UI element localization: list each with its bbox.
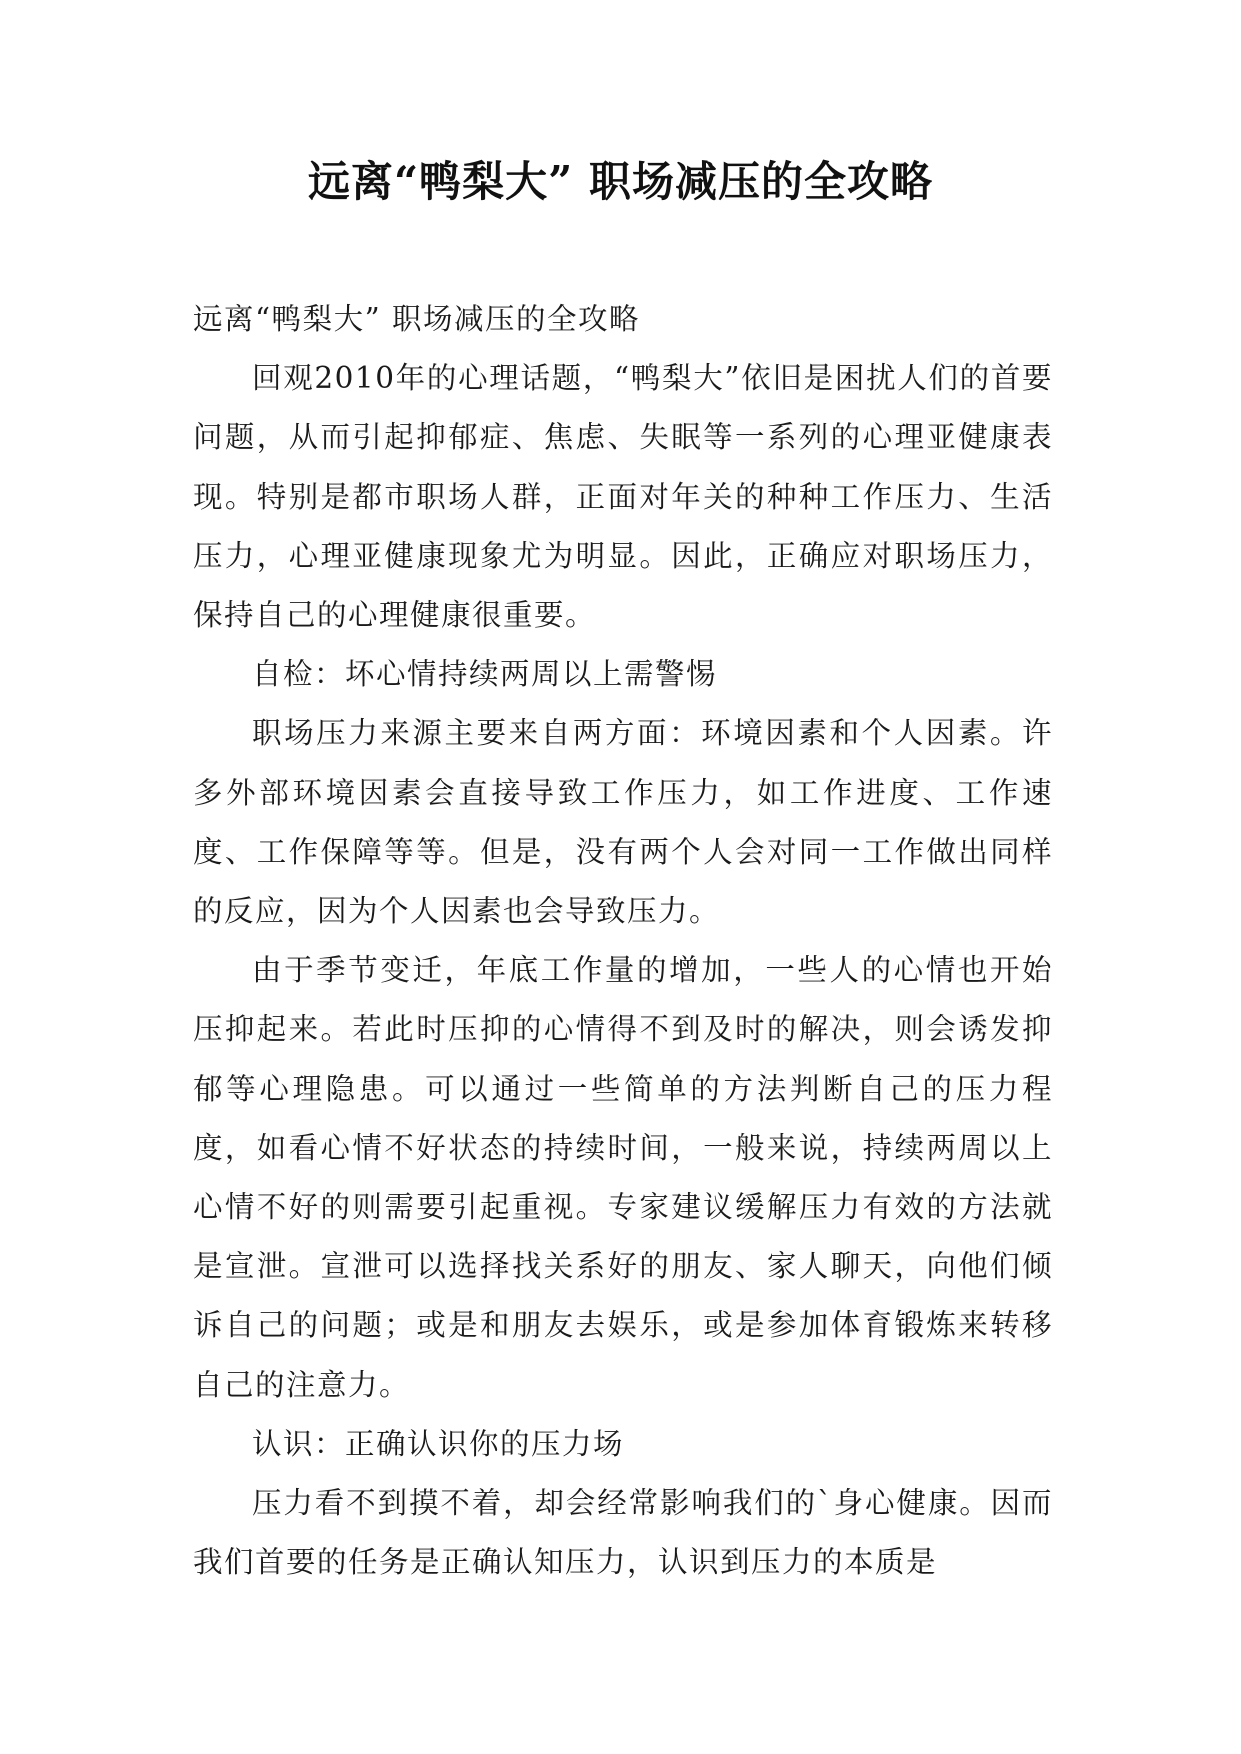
paragraph-seasonal-stress: 由于季节变迁，年底工作量的增加，一些人的心情也开始压抑起来。若此时压抑的心情得不到及时的解决，则会诱发抑郁等心理隐患。可以通过一些简单的方法判断自己的压力程度，如看心情不好状态的持续时间，一般来说，持续两周以上心情不好的则需要引起重视。专家建议缓解压力有效的方法就是宣泄。宣泄可以选择找关系好的朋友、家人聊天，向他们倾诉自己的问题；或是和朋友去娱乐，或是参加体育锻炼来转移自己的注意力。	[193, 953, 1053, 1402]
document-body	[193, 290, 1053, 1592]
paragraph-intro: 回观2010年的心理话题，“鸭梨大”依旧是困扰人们的首要问题，从而引起抑郁症、焦虑、失眠等一系列的心理亚健康表现。特别是都市职场人群，正面对年关的种种工作压力、生活压力，心理亚健康现象尤为明显。因此，正确应对职场压力，保持自己的心理健康很重要。	[193, 361, 1053, 633]
section-heading-recognition: 认识：正确认识你的压力场	[252, 1426, 625, 1461]
document-title: 远离“鸭梨大” 职场减压的全攻略	[308, 157, 933, 206]
section-heading-self-check: 自检：坏心情持续两周以上需警惕	[252, 657, 718, 692]
paragraph-subtitle: 远离“鸭梨大” 职场减压的全攻略	[193, 302, 641, 336]
paragraph-stress-sources: 职场压力来源主要来自两方面：环境因素和个人因素。许多外部环境因素会直接导致工作压力，如工作进度、工作速度、工作保障等等。但是，没有两个人会对同一工作做出同样的反应，因为个人因素也会导致压力。	[193, 716, 1053, 929]
paragraph-understanding-stress: 压力看不到摸不着，却会经常影响我们的`身心健康。因而我们首要的任务是正确认知压力，认识到压力的本质是	[193, 1486, 1053, 1580]
